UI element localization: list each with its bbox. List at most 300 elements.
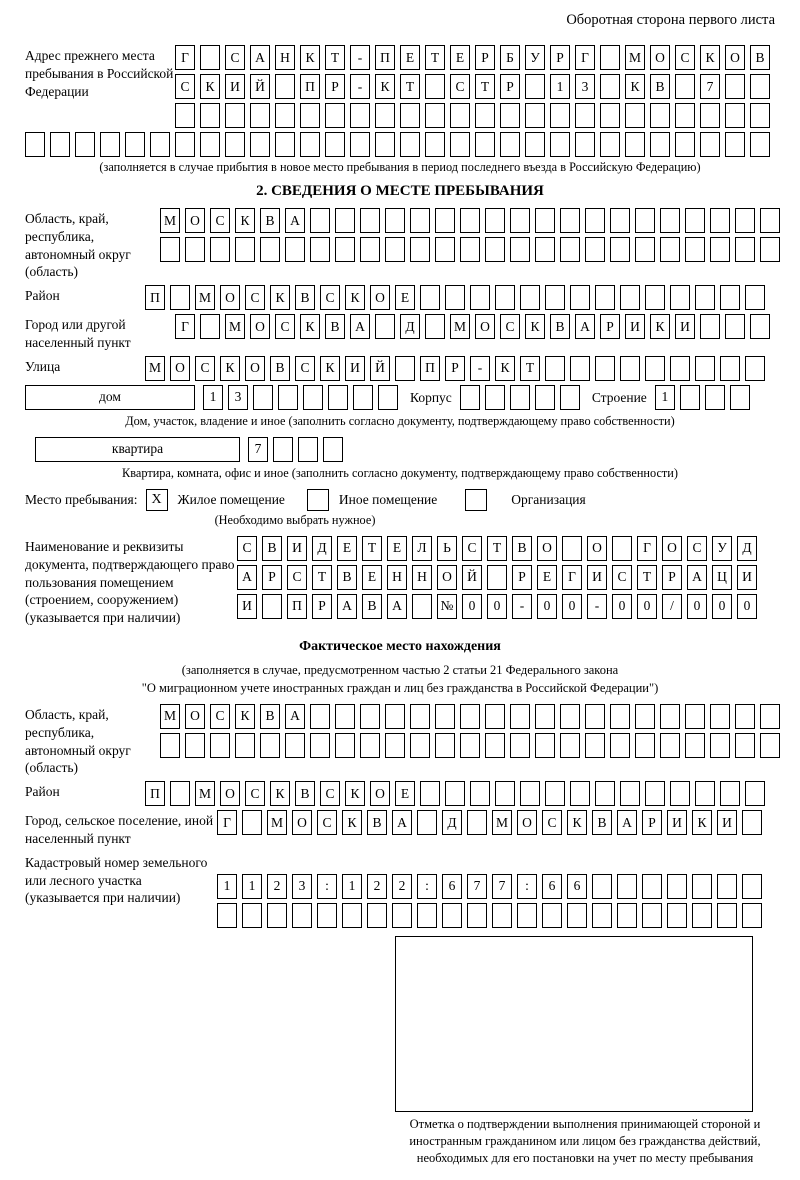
- form-cell[interactable]: Д: [312, 536, 332, 561]
- form-cell[interactable]: 7: [492, 874, 512, 899]
- form-cell[interactable]: [225, 132, 245, 157]
- form-cell[interactable]: [750, 132, 770, 157]
- form-cell[interactable]: [392, 903, 412, 928]
- form-cell[interactable]: [760, 733, 780, 758]
- form-cell[interactable]: К: [345, 781, 365, 806]
- form-cell[interactable]: [720, 781, 740, 806]
- form-cell[interactable]: [185, 237, 205, 262]
- form-cell[interactable]: [550, 103, 570, 128]
- form-cell[interactable]: [735, 208, 755, 233]
- form-cell[interactable]: Г: [217, 810, 237, 835]
- form-cell[interactable]: Т: [475, 74, 495, 99]
- form-cell[interactable]: П: [375, 45, 395, 70]
- form-cell[interactable]: [725, 132, 745, 157]
- form-cell[interactable]: [410, 704, 430, 729]
- form-cell[interactable]: К: [200, 74, 220, 99]
- form-cell[interactable]: М: [450, 314, 470, 339]
- form-cell[interactable]: В: [362, 594, 382, 619]
- form-cell[interactable]: [670, 356, 690, 381]
- form-cell[interactable]: 0: [687, 594, 707, 619]
- form-cell[interactable]: [400, 132, 420, 157]
- form-cell[interactable]: [670, 781, 690, 806]
- form-cell[interactable]: [170, 285, 190, 310]
- form-cell[interactable]: Г: [175, 314, 195, 339]
- form-cell[interactable]: [567, 903, 587, 928]
- form-cell[interactable]: В: [512, 536, 532, 561]
- form-cell[interactable]: Д: [400, 314, 420, 339]
- form-cell[interactable]: О: [650, 45, 670, 70]
- form-cell[interactable]: :: [517, 874, 537, 899]
- form-cell[interactable]: [667, 874, 687, 899]
- form-cell[interactable]: К: [625, 74, 645, 99]
- form-cell[interactable]: 7: [248, 437, 268, 462]
- form-cell[interactable]: [267, 903, 287, 928]
- form-cell[interactable]: И: [237, 594, 257, 619]
- form-cell[interactable]: Р: [312, 594, 332, 619]
- form-cell[interactable]: Е: [362, 565, 382, 590]
- form-cell[interactable]: У: [525, 45, 545, 70]
- form-cell[interactable]: И: [675, 314, 695, 339]
- form-cell[interactable]: [310, 733, 330, 758]
- form-cell[interactable]: [625, 132, 645, 157]
- form-cell[interactable]: Т: [312, 565, 332, 590]
- form-cell[interactable]: [710, 733, 730, 758]
- form-cell[interactable]: [160, 237, 180, 262]
- form-cell[interactable]: С: [287, 565, 307, 590]
- form-cell[interactable]: [667, 903, 687, 928]
- form-cell[interactable]: 1: [550, 74, 570, 99]
- form-cell[interactable]: [450, 103, 470, 128]
- form-cell[interactable]: 3: [292, 874, 312, 899]
- form-cell[interactable]: С: [195, 356, 215, 381]
- form-cell[interactable]: [435, 733, 455, 758]
- form-cell[interactable]: :: [317, 874, 337, 899]
- form-cell[interactable]: [720, 285, 740, 310]
- form-cell[interactable]: В: [337, 565, 357, 590]
- form-cell[interactable]: [635, 704, 655, 729]
- form-cell[interactable]: С: [450, 74, 470, 99]
- form-cell[interactable]: [360, 733, 380, 758]
- form-cell[interactable]: К: [300, 314, 320, 339]
- form-cell[interactable]: [560, 385, 580, 410]
- form-cell[interactable]: Р: [600, 314, 620, 339]
- form-cell[interactable]: Й: [370, 356, 390, 381]
- form-cell[interactable]: [395, 356, 415, 381]
- form-cell[interactable]: [50, 132, 70, 157]
- form-cell[interactable]: В: [260, 704, 280, 729]
- form-cell[interactable]: С: [320, 285, 340, 310]
- form-cell[interactable]: [545, 781, 565, 806]
- form-cell[interactable]: А: [387, 594, 407, 619]
- form-cell[interactable]: [467, 903, 487, 928]
- form-cell[interactable]: 1: [242, 874, 262, 899]
- form-cell[interactable]: [692, 903, 712, 928]
- form-cell[interactable]: С: [687, 536, 707, 561]
- form-cell[interactable]: [570, 285, 590, 310]
- form-cell[interactable]: Е: [450, 45, 470, 70]
- form-cell[interactable]: [260, 237, 280, 262]
- form-cell[interactable]: [585, 208, 605, 233]
- form-cell[interactable]: [545, 285, 565, 310]
- form-cell[interactable]: [750, 74, 770, 99]
- form-cell[interactable]: [642, 903, 662, 928]
- form-cell[interactable]: [467, 810, 487, 835]
- form-cell[interactable]: [310, 208, 330, 233]
- form-cell[interactable]: [410, 208, 430, 233]
- form-cell[interactable]: М: [195, 285, 215, 310]
- form-cell[interactable]: [200, 132, 220, 157]
- form-cell[interactable]: М: [145, 356, 165, 381]
- form-cell[interactable]: [435, 237, 455, 262]
- form-cell[interactable]: Г: [562, 565, 582, 590]
- form-cell[interactable]: [495, 781, 515, 806]
- form-cell[interactable]: [600, 45, 620, 70]
- form-cell[interactable]: [670, 285, 690, 310]
- form-cell[interactable]: 6: [542, 874, 562, 899]
- form-cell[interactable]: [620, 781, 640, 806]
- form-cell[interactable]: [675, 74, 695, 99]
- form-cell[interactable]: В: [650, 74, 670, 99]
- form-cell[interactable]: [450, 132, 470, 157]
- form-cell[interactable]: [235, 733, 255, 758]
- form-cell[interactable]: [485, 385, 505, 410]
- form-cell[interactable]: [525, 74, 545, 99]
- form-cell[interactable]: [510, 208, 530, 233]
- form-cell[interactable]: [760, 208, 780, 233]
- form-cell[interactable]: [510, 704, 530, 729]
- form-cell[interactable]: :: [417, 874, 437, 899]
- form-cell[interactable]: [645, 781, 665, 806]
- form-cell[interactable]: [535, 385, 555, 410]
- form-cell[interactable]: Д: [737, 536, 757, 561]
- form-cell[interactable]: [210, 237, 230, 262]
- form-cell[interactable]: Н: [412, 565, 432, 590]
- form-cell[interactable]: -: [470, 356, 490, 381]
- form-cell[interactable]: С: [542, 810, 562, 835]
- form-cell[interactable]: [150, 132, 170, 157]
- form-cell[interactable]: Й: [250, 74, 270, 99]
- form-cell[interactable]: [560, 733, 580, 758]
- form-cell[interactable]: [210, 733, 230, 758]
- form-cell[interactable]: [303, 385, 323, 410]
- form-cell[interactable]: О: [185, 208, 205, 233]
- form-cell[interactable]: Р: [262, 565, 282, 590]
- form-cell[interactable]: [695, 356, 715, 381]
- form-cell[interactable]: [592, 903, 612, 928]
- form-cell[interactable]: [535, 208, 555, 233]
- form-cell[interactable]: Ь: [437, 536, 457, 561]
- form-cell[interactable]: [242, 810, 262, 835]
- form-cell[interactable]: О: [587, 536, 607, 561]
- form-cell[interactable]: [360, 704, 380, 729]
- form-cell[interactable]: [635, 733, 655, 758]
- form-cell[interactable]: [745, 285, 765, 310]
- form-cell[interactable]: [485, 733, 505, 758]
- form-cell[interactable]: [125, 132, 145, 157]
- form-cell[interactable]: Е: [537, 565, 557, 590]
- form-cell[interactable]: [460, 237, 480, 262]
- form-cell[interactable]: 0: [562, 594, 582, 619]
- form-cell[interactable]: [625, 103, 645, 128]
- form-cell[interactable]: [485, 208, 505, 233]
- form-cell[interactable]: [485, 237, 505, 262]
- form-cell[interactable]: Р: [642, 810, 662, 835]
- form-cell[interactable]: [575, 103, 595, 128]
- form-cell[interactable]: П: [145, 285, 165, 310]
- form-cell[interactable]: [253, 385, 273, 410]
- form-cell[interactable]: 1: [655, 385, 675, 410]
- form-cell[interactable]: Р: [445, 356, 465, 381]
- form-cell[interactable]: О: [170, 356, 190, 381]
- form-cell[interactable]: [725, 103, 745, 128]
- form-cell[interactable]: А: [687, 565, 707, 590]
- form-cell[interactable]: [545, 356, 565, 381]
- form-cell[interactable]: К: [345, 285, 365, 310]
- form-cell[interactable]: [400, 103, 420, 128]
- form-cell[interactable]: [742, 903, 762, 928]
- form-cell[interactable]: [298, 437, 318, 462]
- form-cell[interactable]: [695, 285, 715, 310]
- form-cell[interactable]: Р: [512, 565, 532, 590]
- form-cell[interactable]: [750, 103, 770, 128]
- form-cell[interactable]: 7: [700, 74, 720, 99]
- form-cell[interactable]: И: [717, 810, 737, 835]
- form-cell[interactable]: [420, 285, 440, 310]
- form-cell[interactable]: [510, 733, 530, 758]
- form-cell[interactable]: 0: [462, 594, 482, 619]
- form-cell[interactable]: В: [295, 781, 315, 806]
- form-cell[interactable]: [335, 237, 355, 262]
- form-cell[interactable]: В: [295, 285, 315, 310]
- form-cell[interactable]: [262, 594, 282, 619]
- form-cell[interactable]: А: [250, 45, 270, 70]
- form-cell[interactable]: [585, 733, 605, 758]
- form-cell[interactable]: [445, 285, 465, 310]
- form-cell[interactable]: [300, 103, 320, 128]
- form-cell[interactable]: [367, 903, 387, 928]
- form-cell[interactable]: [592, 874, 612, 899]
- form-cell[interactable]: Е: [395, 285, 415, 310]
- form-cell[interactable]: [385, 704, 405, 729]
- form-cell[interactable]: К: [650, 314, 670, 339]
- form-cell[interactable]: О: [725, 45, 745, 70]
- form-cell[interactable]: [560, 704, 580, 729]
- form-cell[interactable]: Р: [325, 74, 345, 99]
- form-cell[interactable]: 0: [737, 594, 757, 619]
- form-cell[interactable]: [460, 208, 480, 233]
- form-cell[interactable]: [273, 437, 293, 462]
- form-cell[interactable]: [200, 103, 220, 128]
- form-cell[interactable]: [375, 314, 395, 339]
- form-cell[interactable]: К: [270, 781, 290, 806]
- form-cell[interactable]: О: [437, 565, 457, 590]
- form-cell[interactable]: К: [525, 314, 545, 339]
- form-cell[interactable]: [200, 314, 220, 339]
- form-cell[interactable]: В: [367, 810, 387, 835]
- form-cell[interactable]: Р: [662, 565, 682, 590]
- form-cell[interactable]: [475, 132, 495, 157]
- form-cell[interactable]: 2: [267, 874, 287, 899]
- form-cell[interactable]: Р: [550, 45, 570, 70]
- form-cell[interactable]: [325, 103, 345, 128]
- stay-type-checkbox-organization[interactable]: [465, 489, 487, 511]
- form-cell[interactable]: К: [567, 810, 587, 835]
- form-cell[interactable]: К: [495, 356, 515, 381]
- form-cell[interactable]: [585, 237, 605, 262]
- form-cell[interactable]: У: [712, 536, 732, 561]
- form-cell[interactable]: [635, 237, 655, 262]
- form-cell[interactable]: [595, 285, 615, 310]
- form-cell[interactable]: 3: [228, 385, 248, 410]
- form-cell[interactable]: С: [210, 704, 230, 729]
- form-cell[interactable]: 0: [612, 594, 632, 619]
- form-cell[interactable]: 2: [392, 874, 412, 899]
- form-cell[interactable]: [692, 874, 712, 899]
- form-cell[interactable]: [695, 781, 715, 806]
- form-cell[interactable]: -: [587, 594, 607, 619]
- form-cell[interactable]: [610, 237, 630, 262]
- form-cell[interactable]: К: [235, 208, 255, 233]
- form-cell[interactable]: Е: [337, 536, 357, 561]
- stay-type-checkbox-other[interactable]: [307, 489, 329, 511]
- form-cell[interactable]: [328, 385, 348, 410]
- form-cell[interactable]: [725, 74, 745, 99]
- form-cell[interactable]: И: [625, 314, 645, 339]
- form-cell[interactable]: 0: [712, 594, 732, 619]
- form-cell[interactable]: [412, 594, 432, 619]
- form-cell[interactable]: М: [160, 704, 180, 729]
- form-cell[interactable]: [650, 132, 670, 157]
- form-cell[interactable]: И: [225, 74, 245, 99]
- form-cell[interactable]: [700, 314, 720, 339]
- form-cell[interactable]: О: [370, 781, 390, 806]
- form-cell[interactable]: [335, 704, 355, 729]
- form-cell[interactable]: [325, 132, 345, 157]
- form-cell[interactable]: [335, 208, 355, 233]
- form-cell[interactable]: -: [350, 74, 370, 99]
- form-cell[interactable]: [385, 237, 405, 262]
- form-cell[interactable]: К: [320, 356, 340, 381]
- form-cell[interactable]: [75, 132, 95, 157]
- form-cell[interactable]: [445, 781, 465, 806]
- form-cell[interactable]: Т: [487, 536, 507, 561]
- form-cell[interactable]: [730, 385, 750, 410]
- form-cell[interactable]: 1: [203, 385, 223, 410]
- form-cell[interactable]: К: [220, 356, 240, 381]
- form-cell[interactable]: [350, 103, 370, 128]
- form-cell[interactable]: А: [337, 594, 357, 619]
- form-cell[interactable]: [420, 781, 440, 806]
- form-cell[interactable]: [642, 874, 662, 899]
- form-cell[interactable]: С: [317, 810, 337, 835]
- form-cell[interactable]: А: [575, 314, 595, 339]
- form-cell[interactable]: [323, 437, 343, 462]
- form-cell[interactable]: [600, 132, 620, 157]
- form-cell[interactable]: К: [700, 45, 720, 70]
- form-cell[interactable]: К: [270, 285, 290, 310]
- form-cell[interactable]: [410, 237, 430, 262]
- form-cell[interactable]: [525, 103, 545, 128]
- form-cell[interactable]: [300, 132, 320, 157]
- form-cell[interactable]: О: [245, 356, 265, 381]
- form-cell[interactable]: К: [692, 810, 712, 835]
- form-cell[interactable]: [562, 536, 582, 561]
- form-cell[interactable]: О: [662, 536, 682, 561]
- form-cell[interactable]: [685, 237, 705, 262]
- form-cell[interactable]: [710, 208, 730, 233]
- form-cell[interactable]: 0: [537, 594, 557, 619]
- form-cell[interactable]: [260, 733, 280, 758]
- form-cell[interactable]: И: [667, 810, 687, 835]
- form-cell[interactable]: [570, 781, 590, 806]
- form-cell[interactable]: [535, 237, 555, 262]
- form-cell[interactable]: [442, 903, 462, 928]
- form-cell[interactable]: [378, 385, 398, 410]
- form-cell[interactable]: [745, 781, 765, 806]
- form-cell[interactable]: С: [237, 536, 257, 561]
- form-cell[interactable]: [575, 132, 595, 157]
- form-cell[interactable]: М: [625, 45, 645, 70]
- form-cell[interactable]: В: [750, 45, 770, 70]
- form-cell[interactable]: [535, 704, 555, 729]
- form-cell[interactable]: [435, 208, 455, 233]
- form-cell[interactable]: [335, 733, 355, 758]
- form-cell[interactable]: [610, 704, 630, 729]
- form-cell[interactable]: С: [462, 536, 482, 561]
- form-cell[interactable]: [685, 704, 705, 729]
- form-cell[interactable]: И: [737, 565, 757, 590]
- form-cell[interactable]: [410, 733, 430, 758]
- form-cell[interactable]: [242, 903, 262, 928]
- form-cell[interactable]: А: [392, 810, 412, 835]
- form-cell[interactable]: [635, 208, 655, 233]
- form-cell[interactable]: [100, 132, 120, 157]
- form-cell[interactable]: [517, 903, 537, 928]
- form-cell[interactable]: /: [662, 594, 682, 619]
- form-cell[interactable]: [292, 903, 312, 928]
- form-cell[interactable]: С: [612, 565, 632, 590]
- form-cell[interactable]: Д: [442, 810, 462, 835]
- form-cell[interactable]: [595, 781, 615, 806]
- form-cell[interactable]: С: [295, 356, 315, 381]
- form-cell[interactable]: С: [175, 74, 195, 99]
- form-cell[interactable]: [250, 103, 270, 128]
- form-cell[interactable]: [610, 208, 630, 233]
- form-cell[interactable]: Ц: [712, 565, 732, 590]
- form-cell[interactable]: С: [675, 45, 695, 70]
- form-cell[interactable]: О: [475, 314, 495, 339]
- form-cell[interactable]: С: [500, 314, 520, 339]
- form-cell[interactable]: [710, 237, 730, 262]
- form-cell[interactable]: А: [237, 565, 257, 590]
- form-cell[interactable]: [525, 132, 545, 157]
- form-cell[interactable]: [700, 132, 720, 157]
- form-cell[interactable]: Л: [412, 536, 432, 561]
- form-cell[interactable]: 7: [467, 874, 487, 899]
- form-cell[interactable]: [570, 356, 590, 381]
- form-cell[interactable]: П: [287, 594, 307, 619]
- form-cell[interactable]: [675, 103, 695, 128]
- form-cell[interactable]: А: [285, 704, 305, 729]
- form-cell[interactable]: К: [342, 810, 362, 835]
- form-cell[interactable]: [535, 733, 555, 758]
- form-cell[interactable]: [200, 45, 220, 70]
- stay-type-checkbox-residential[interactable]: X: [146, 489, 168, 511]
- form-cell[interactable]: Р: [475, 45, 495, 70]
- form-cell[interactable]: В: [325, 314, 345, 339]
- form-cell[interactable]: Т: [637, 565, 657, 590]
- form-cell[interactable]: [610, 733, 630, 758]
